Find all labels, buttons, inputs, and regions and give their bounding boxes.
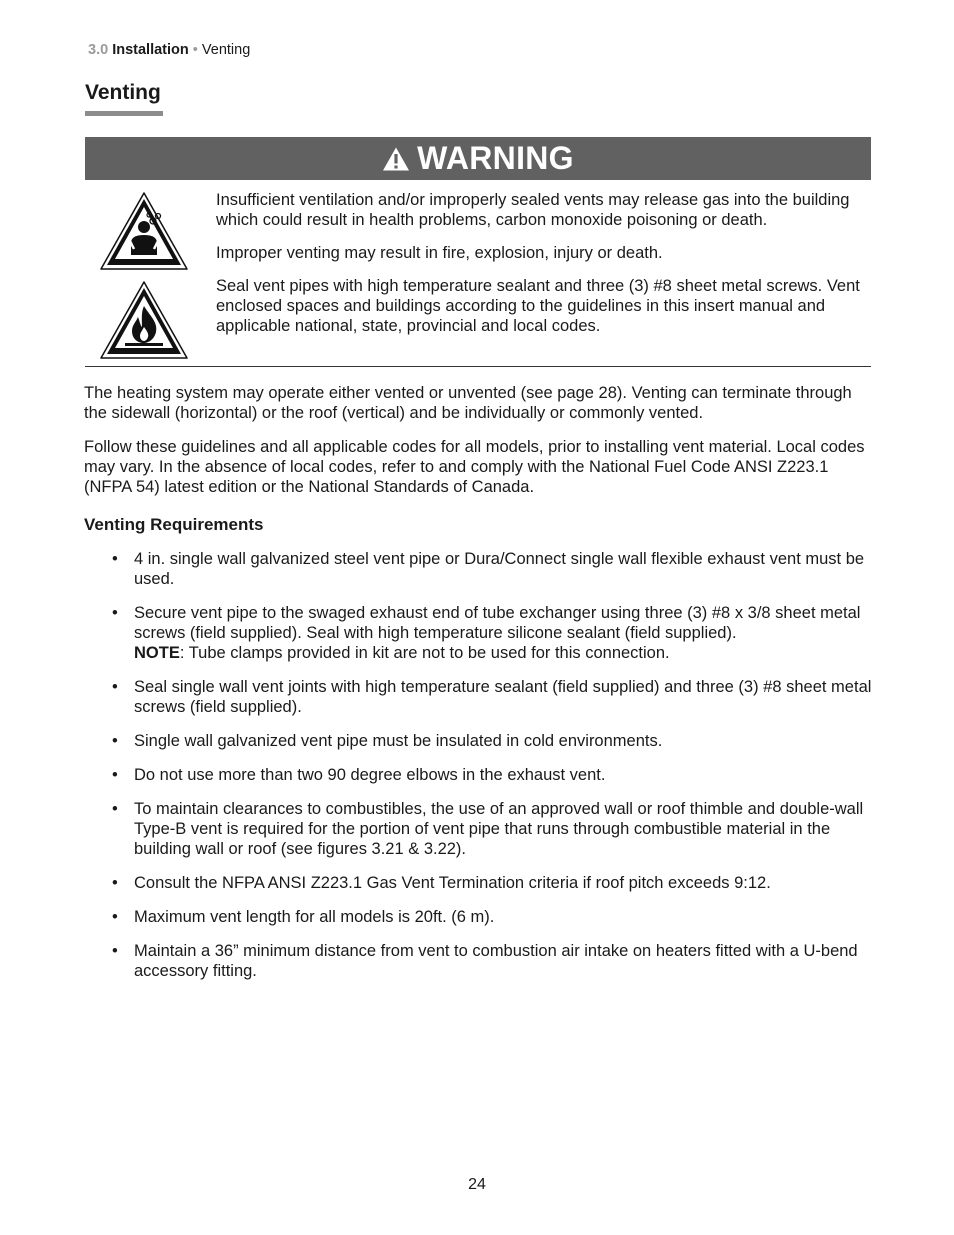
list-item bbox=[112, 907, 872, 927]
list-item bbox=[112, 799, 872, 859]
list-item-text: To maintain clearances to combustibles, the use of an approved wall or roof thimble and double-wall Type-B vent is required for the portion of vent pipe that runs through combustible material in the building wall or roof (see figures 3.21 & 3.22). bbox=[134, 800, 864, 858]
bullet: • bbox=[112, 942, 118, 960]
requirements-list bbox=[112, 549, 872, 995]
list-item bbox=[112, 603, 872, 663]
warning-triangle-icon bbox=[382, 146, 410, 172]
list-item-text: Maintain a 36” minimum distance from vent to combustion air intake on heaters fitted with a U-bend accessory fitting. bbox=[134, 942, 858, 980]
list-item-text: Maximum vent length for all models is 20ft. (6 m). bbox=[134, 908, 495, 926]
list-item-text: Do not use more than two 90 degree elbows in the exhaust vent. bbox=[134, 766, 606, 784]
list-item-text: Consult the NFPA ANSI Z223.1 Gas Vent Termination criteria if roof pitch exceeds 9:12. bbox=[134, 874, 771, 892]
warning-paragraph: Improper venting may result in fire, explosion, injury or death. bbox=[216, 244, 663, 262]
list-item-text: Single wall galvanized vent pipe must be insulated in cold environments. bbox=[134, 732, 663, 750]
list-item bbox=[112, 677, 872, 717]
warning-text bbox=[216, 190, 866, 349]
section-heading: Venting Requirements bbox=[84, 515, 264, 534]
bullet: • bbox=[112, 908, 118, 926]
list-item-text: 4 in. single wall galvanized steel vent pipe or Dura/Connect single wall flexible exhaust vent must be used. bbox=[134, 550, 865, 588]
bullet: • bbox=[112, 766, 118, 784]
page-number: 24 bbox=[468, 1176, 486, 1193]
warning-title: WARNING bbox=[417, 140, 574, 176]
bullet: • bbox=[112, 678, 118, 696]
intro-paragraph: The heating system may operate either vented or unvented (see page 28). Venting can terminate through the sidewall (horizontal) or the roof (vertical) and be individually or commonly vented. bbox=[84, 384, 852, 422]
toxic-gas-hazard-icon bbox=[99, 191, 189, 271]
bullet: • bbox=[112, 732, 118, 750]
page-title: Venting bbox=[85, 81, 161, 104]
breadcrumb-page: Venting bbox=[201, 42, 251, 58]
list-item-text: Seal single wall vent joints with high temperature sealant (field supplied) and three (3) #8 sheet metal screws (field supplied). bbox=[134, 678, 872, 716]
breadcrumb-separator: • bbox=[192, 42, 198, 58]
list-item bbox=[112, 549, 872, 589]
list-item bbox=[112, 731, 872, 751]
list-item bbox=[112, 873, 872, 893]
intro-paragraph: Follow these guidelines and all applicable codes for all models, prior to installing vent material. Local codes may vary. In the absence of local codes, refer to and comply with the National Fuel Code ANSI Z223.1 (NFPA 54) latest edition or the National Standards of Canada. bbox=[84, 438, 865, 496]
note-label: NOTE bbox=[134, 644, 180, 662]
warning-divider bbox=[85, 366, 871, 367]
list-item bbox=[112, 941, 872, 981]
list-item bbox=[112, 765, 872, 785]
bullet: • bbox=[112, 874, 118, 892]
warning-paragraph: Insufficient ventilation and/or improperly sealed vents may release gas into the building which could result in health problems, carbon monoxide poisoning or death. bbox=[216, 191, 850, 229]
breadcrumb-section: Installation bbox=[112, 42, 189, 58]
bullet: • bbox=[112, 604, 118, 622]
intro-text bbox=[84, 383, 874, 511]
list-item-text: Secure vent pipe to the swaged exhaust end of tube exchanger using three (3) #8 x 3/8 sheet metal screws (field supplied). Seal with high temperature silicone sealant (field supplied). bbox=[134, 604, 861, 642]
note-text: : Tube clamps provided in kit are not to be used for this connection. bbox=[179, 644, 670, 662]
warning-paragraph: Seal vent pipes with high temperature sealant and three (3) #8 sheet metal screws. Vent enclosed spaces and buildings according to the guidelines in this insert manual and applicable national, state, provincial and local codes. bbox=[216, 277, 860, 335]
bullet: • bbox=[112, 550, 118, 568]
breadcrumb bbox=[88, 42, 250, 58]
warning-banner bbox=[85, 137, 871, 180]
fire-hazard-icon bbox=[99, 280, 189, 360]
title-underline bbox=[85, 111, 163, 116]
breadcrumb-section-number: 3.0 bbox=[88, 42, 109, 58]
bullet: • bbox=[112, 800, 118, 818]
